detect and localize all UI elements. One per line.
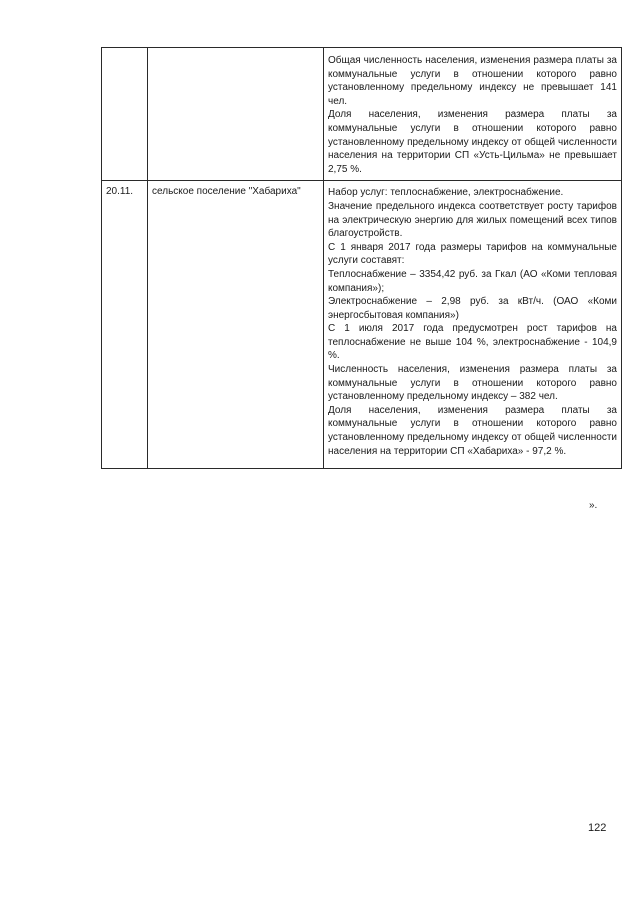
page-number: 122 bbox=[588, 822, 607, 834]
document-table bbox=[101, 47, 622, 469]
row-number: 20.11. bbox=[102, 181, 148, 469]
description-paragraph: Доля населения, изменения размера платы за коммунальные услуги в отношении которого равно установленному предельному индексу от общей численности населения на территории СП «Усть-Цильма» не превышает 2,75 %. bbox=[328, 109, 617, 175]
description-paragraph: Теплоснабжение – 3354,42 руб. за Гкал (АО «Коми тепловая компания»); bbox=[328, 268, 617, 294]
row-number bbox=[102, 48, 148, 181]
closing-quote-mark: ». bbox=[589, 500, 598, 511]
row-description bbox=[324, 181, 622, 469]
description-paragraph: Набор услуг: теплоснабжение, электроснабжение. bbox=[328, 187, 564, 199]
settlement-name: сельское поселение "Хабариха" bbox=[148, 181, 324, 469]
description-paragraph: С 1 июля 2017 года предусмотрен рост тарифов на теплоснабжение не выше 104 %, электроснабжение - 104,9 %. bbox=[328, 323, 617, 362]
description-paragraph: Численность населения, изменения размера платы за коммунальные услуги в отношении которого равно установленному предельному индексу – 382 чел. bbox=[328, 364, 617, 403]
description-paragraph: Доля населения, изменения размера платы за коммунальные услуги в отношении которого равно установленному предельному индексу от общей численности населения на территории СП «Хабариха» - 97,2 %. bbox=[328, 404, 617, 457]
table-row bbox=[102, 181, 622, 469]
description-paragraph: Электроснабжение – 2,98 руб. за кВт/ч. (ОАО «Коми энергосбытовая компания») bbox=[328, 296, 617, 321]
description-paragraph: Общая численность населения, изменения размера платы за коммунальные услуги в отношении которого равно установленному предельному индексу не превышает 141 чел. bbox=[328, 55, 617, 107]
description-paragraph: С 1 января 2017 года размеры тарифов на коммунальные услуги составят: bbox=[328, 241, 617, 267]
settlement-name bbox=[148, 48, 324, 181]
table-row bbox=[102, 48, 622, 181]
row-description bbox=[324, 48, 622, 181]
description-paragraph: Значение предельного индекса соответствует росту тарифов на электрическую энергию для жилых помещений всех типов благоустройств. bbox=[328, 200, 617, 240]
